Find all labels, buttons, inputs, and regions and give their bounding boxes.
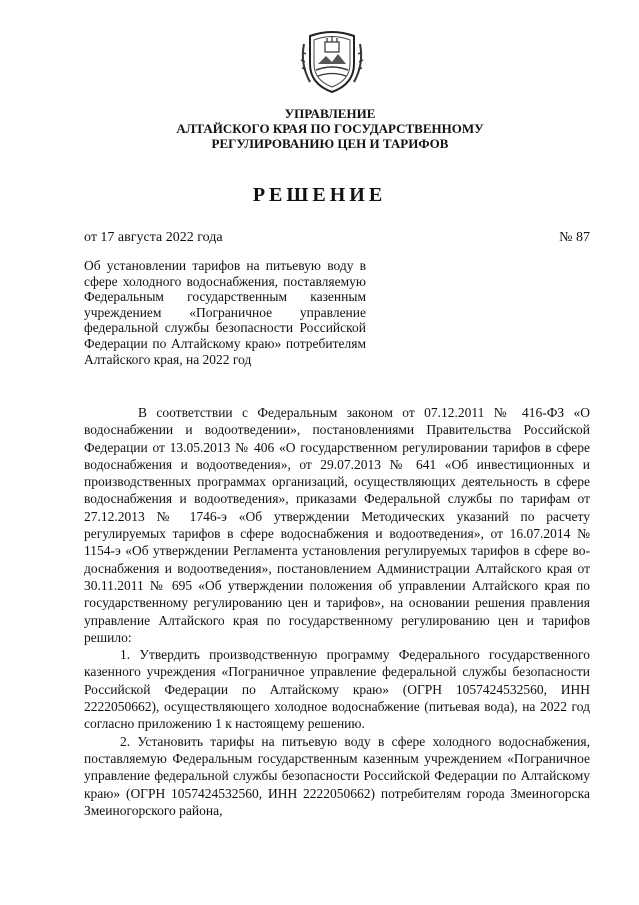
org-line-1: УПРАВЛЕНИЕ bbox=[284, 106, 376, 121]
org-line-3: РЕГУЛИРОВАНИЮ ЦЕН И ТАРИФОВ bbox=[211, 136, 449, 151]
altai-krai-coat-of-arms-emblem bbox=[296, 24, 368, 96]
document-subject: Об установлении тарифов на питьевую воду в сфере холодного водоснабжения, поставляемую Федеральным государственным казенным учреждением «Пограничное управление федеральной службы безопасности Российской Федерации по Алтайскому краю» потребителям Алтайского края, на 2022 год bbox=[84, 258, 366, 367]
clause-1-paragraph: 1. Утвердить производственную программу Федерального государственного казенного учреждения «Пограничное управление федеральной службы безопасности Российской Федерации по Алтайскому краю» (ОГРН 1057424532560, ИНН 2222050662), осуществляющего холодное водоснабжение (питьевая вода), на 2022 год согласно приложению 1 к настоящему решению. bbox=[84, 647, 590, 732]
clause-2-paragraph: 2. Установить тарифы на питьевую воду в сфере холодного водоснабжения, поставляемую Федеральным государственным казенным учреждением «Пограничное управление федеральной службы безопасности Российской Федерации по Алтайскому краю» (ОГРН 1057424532560, ИНН 2222050662) потребителям города Змеиногорска Змеиногорского района, bbox=[84, 733, 590, 818]
document-date: от 17 августа 2022 года bbox=[84, 230, 223, 245]
document-body bbox=[84, 404, 590, 819]
org-line-2: АЛТАЙСКОГО КРАЯ ПО ГОСУДАРСТВЕННОМУ bbox=[176, 121, 484, 136]
issuing-authority-heading bbox=[60, 106, 600, 151]
document-type-title: РЕШЕНИЕ bbox=[252, 184, 387, 206]
preamble-paragraph: В соответствии с Федеральным законом от 07.12.2011 № 416-ФЗ «О водоснабжении и водоотведении», постановлениями Правительства Российской Федерации от 13.05.2013 № 406 «О государственном регулировании тарифов в сфере водоснабжения и водоотведения», от 29.07.2013 № 641 «Об инвестиционных и производственных программах организаций, осуществляющих деятельность в сфере водоснабжения и водоотведения», приказами Федеральной службы по тарифам от 27.12.2013 № 1746-э «Об утверждении Методических указаний по расчету регулируемых тарифов в сфере водоснабжения и водоотведения», от 16.07.2014 № 1154-э «Об утверждении Регламента установления регулируемых тарифов в сфере водоснабжения и водоотведения», постановлением Администрации Алтайского края от 30.11.2011 № 695 «Об утверждении положения об управлении Алтайского края по государственному регулированию цен и тарифов», на основании решения правления управление Алтайского края по государственному регулированию цен и тарифов решило: bbox=[84, 405, 590, 645]
document-number: № 87 bbox=[559, 230, 590, 245]
